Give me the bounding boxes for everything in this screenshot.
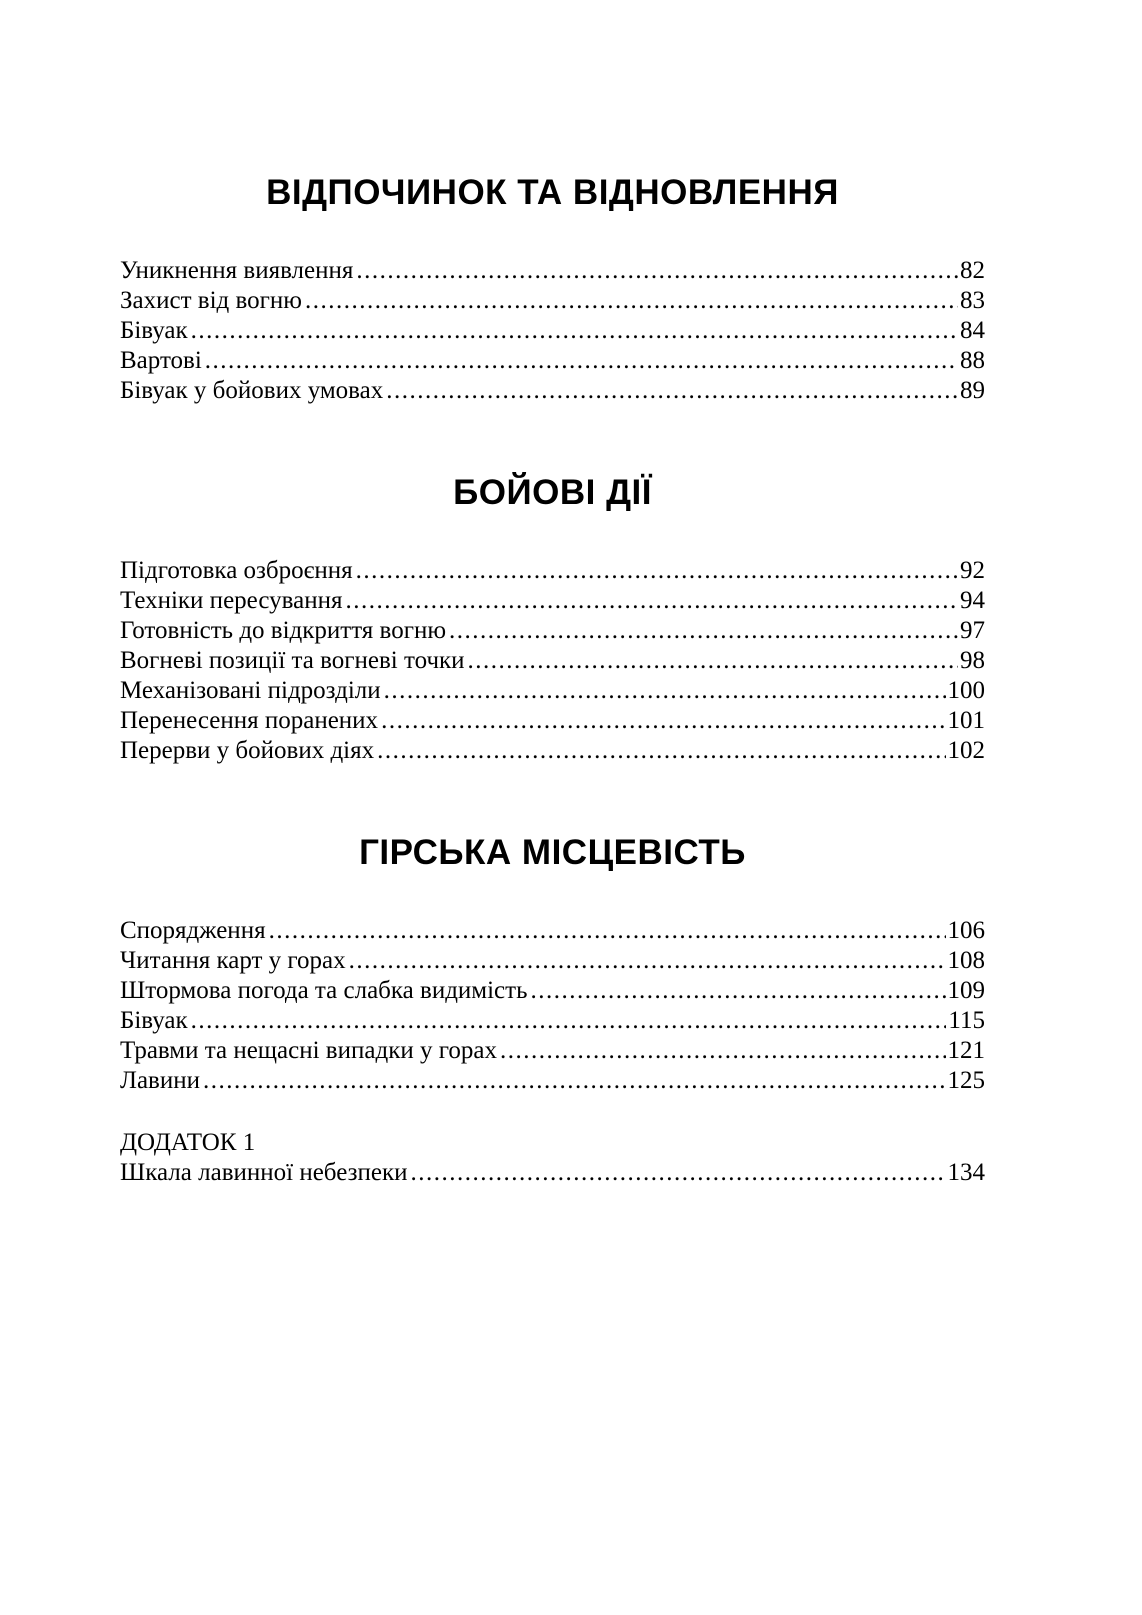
leader-dots	[191, 316, 958, 346]
leader-dots	[386, 376, 958, 406]
entry-page-number: 83	[960, 287, 985, 314]
toc-entry	[120, 916, 985, 946]
toc-section	[120, 1128, 985, 1188]
entry-page-number: 109	[947, 977, 985, 1004]
entry-label: Травми та нещасні випадки у горах	[120, 1037, 497, 1064]
toc-entry	[120, 706, 985, 736]
entry-label: Бівуак	[120, 1007, 188, 1034]
entry-page-number: 102	[947, 737, 985, 764]
entry-label: Шкала лавинної небезпеки	[120, 1159, 408, 1186]
entry-page-number: 134	[947, 1159, 985, 1186]
toc-entry	[120, 316, 985, 346]
leader-dots	[530, 976, 945, 1006]
section-title: ВІДПОЧИНОК ТА ВІДНОВЛЕННЯ	[266, 173, 839, 212]
toc-entry	[120, 616, 985, 646]
section-entries	[120, 1158, 985, 1188]
leader-dots	[468, 646, 958, 676]
leader-dots	[377, 736, 945, 766]
entry-page-number: 92	[960, 557, 985, 584]
entry-label: Механізовані підрозділи	[120, 677, 381, 704]
toc-entry	[120, 976, 985, 1006]
toc-entry	[120, 1006, 985, 1036]
entry-label: Вартові	[120, 347, 202, 374]
leader-dots	[356, 556, 958, 586]
toc-entry	[120, 586, 985, 616]
leader-dots	[205, 346, 958, 376]
toc-entry	[120, 376, 985, 406]
entry-label: Уникнення виявлення	[120, 257, 354, 284]
toc-entry	[120, 556, 985, 586]
entry-page-number: 121	[947, 1037, 985, 1064]
entry-page-number: 89	[960, 377, 985, 404]
entry-label: Бівуак у бойових умовах	[120, 377, 384, 404]
entry-label: Бівуак	[120, 317, 188, 344]
section-entries	[120, 916, 985, 1096]
entry-page-number: 106	[947, 917, 985, 944]
leader-dots	[305, 286, 958, 316]
leader-dots	[345, 586, 958, 616]
leader-dots	[191, 1006, 947, 1036]
entry-page-number: 94	[960, 587, 985, 614]
section-title: БОЙОВІ ДІЇ	[453, 473, 652, 512]
entry-page-number: 82	[960, 257, 985, 284]
toc-entry	[120, 346, 985, 376]
toc-entry	[120, 286, 985, 316]
toc-section	[120, 832, 985, 1096]
entry-page-number: 101	[947, 707, 985, 734]
entry-label: Штормова погода та слабка видимість	[120, 977, 528, 1004]
section-title: ГІРСЬКА МІСЦЕВІСТЬ	[359, 833, 746, 872]
toc-entry	[120, 256, 985, 286]
leader-dots	[384, 676, 946, 706]
section-entries	[120, 256, 985, 406]
entry-page-number: 125	[947, 1067, 985, 1094]
toc-entry	[120, 736, 985, 766]
entry-page-number: 88	[960, 347, 985, 374]
leader-dots	[381, 706, 945, 736]
toc-section	[120, 472, 985, 766]
entry-page-number: 115	[948, 1007, 985, 1034]
entry-page-number: 84	[960, 317, 985, 344]
entry-page-number: 97	[960, 617, 985, 644]
toc-entry	[120, 1158, 985, 1188]
toc-sections	[120, 172, 985, 1188]
section-entries	[120, 556, 985, 766]
entry-label: Готовність до відкриття вогню	[120, 617, 447, 644]
leader-dots	[269, 916, 946, 946]
entry-label: Захист від вогню	[120, 287, 302, 314]
leader-dots	[449, 616, 958, 646]
entry-label: Підготовка озброєння	[120, 557, 353, 584]
leader-dots	[410, 1158, 945, 1188]
leader-dots	[203, 1066, 946, 1096]
toc-entry	[120, 946, 985, 976]
toc-entry	[120, 676, 985, 706]
toc-section	[120, 172, 985, 406]
entry-page-number: 98	[960, 647, 985, 674]
toc-entry	[120, 1036, 985, 1066]
leader-dots	[349, 946, 946, 976]
entry-label: Перерви у бойових діях	[120, 737, 375, 764]
entry-label: Спорядження	[120, 917, 266, 944]
entry-label: Техніки пересування	[120, 587, 343, 614]
entry-page-number: 100	[947, 677, 985, 704]
entry-label: Перенесення поранених	[120, 707, 379, 734]
toc-entry	[120, 646, 985, 676]
toc-entry	[120, 1066, 985, 1096]
leader-dots	[356, 256, 958, 286]
entry-label: Читання карт у горах	[120, 947, 346, 974]
entry-label: Лавини	[120, 1067, 200, 1094]
entry-page-number: 108	[947, 947, 985, 974]
section-title: ДОДАТОК 1	[120, 1129, 256, 1156]
leader-dots	[500, 1036, 946, 1066]
entry-label: Вогневі позиції та вогневі точки	[120, 647, 465, 674]
